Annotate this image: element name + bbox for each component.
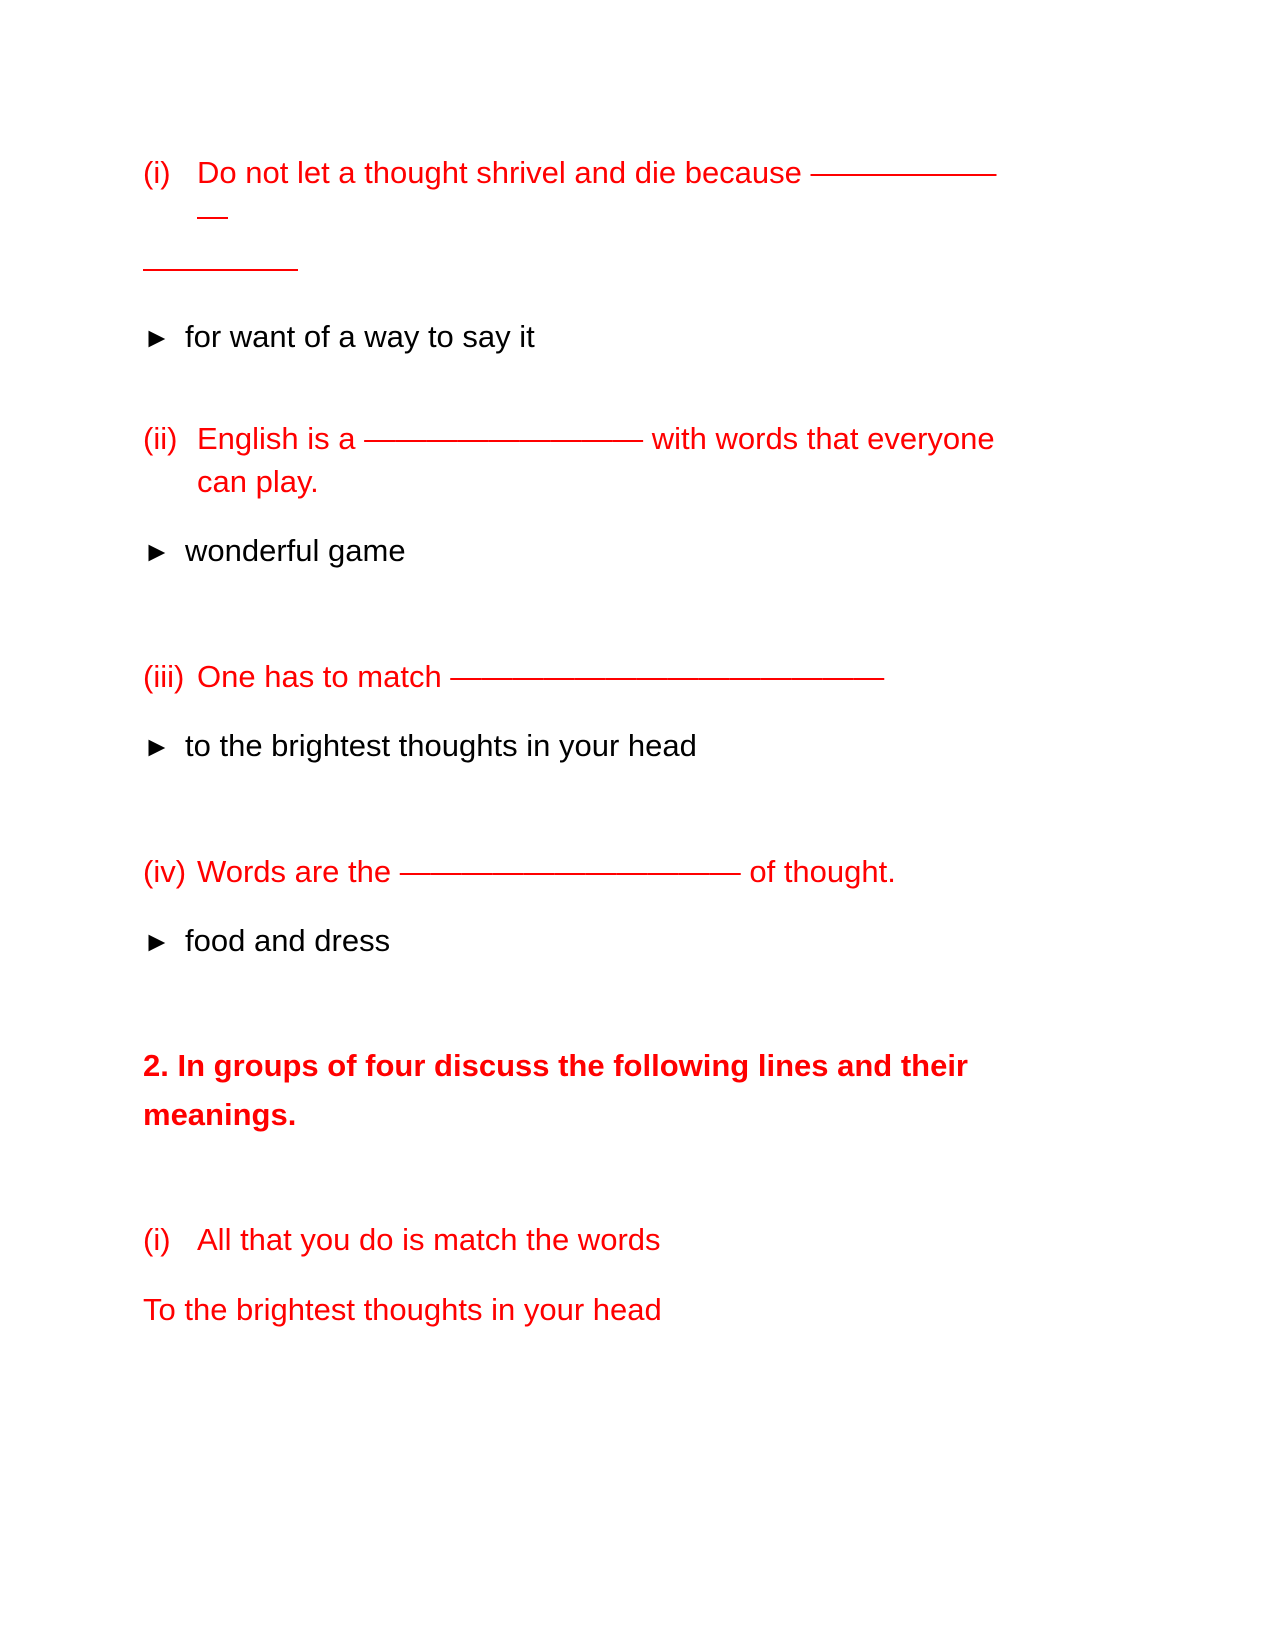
section-2-item-1-text: All that you do is match the words [197,1222,661,1257]
question-2-line-2: can play. [197,464,319,499]
section-2-item-1-line-2: To the brightest thoughts in your head [143,1292,662,1327]
question-4-text: Words are the ——————————— of thought. [197,854,896,889]
arrow-icon: ► [143,926,171,957]
answer-1 [143,315,535,360]
section-2-item-1-line-1 [143,1218,661,1262]
section-2-item-1-number: (i) [143,1222,171,1257]
answer-2 [143,529,406,574]
section-2-heading-line-1: 2. In groups of four discuss the following lines and their [143,1048,968,1083]
arrow-icon: ► [143,536,171,567]
answer-4 [143,919,390,964]
answer-1-text: for want of a way to say it [185,319,535,354]
section-2-heading-line-2: meanings. [143,1097,297,1132]
question-1-line-1 [143,151,997,195]
question-1-line-2: — [197,198,228,233]
question-1-text: Do not let a thought shrivel and die because —————— [197,155,997,190]
arrow-icon: ► [143,322,171,353]
answer-2-text: wonderful game [185,533,406,568]
question-4-line-1 [143,850,896,894]
question-2-number: (ii) [143,421,178,456]
answer-4-text: food and dress [185,923,391,958]
answer-3-text: to the brightest thoughts in your head [185,728,697,763]
question-1-extra-blank: ————— [143,250,298,285]
question-3-number: (iii) [143,659,185,694]
answer-3 [143,724,697,769]
question-2-text: English is a ————————— with words that everyone [197,421,995,456]
question-4-number: (iv) [143,854,187,889]
question-2-line-1 [143,417,995,461]
question-3-text: One has to match —————————————— [197,659,885,694]
question-3-line-1 [143,655,884,699]
question-1-number: (i) [143,155,171,190]
arrow-icon: ► [143,731,171,762]
